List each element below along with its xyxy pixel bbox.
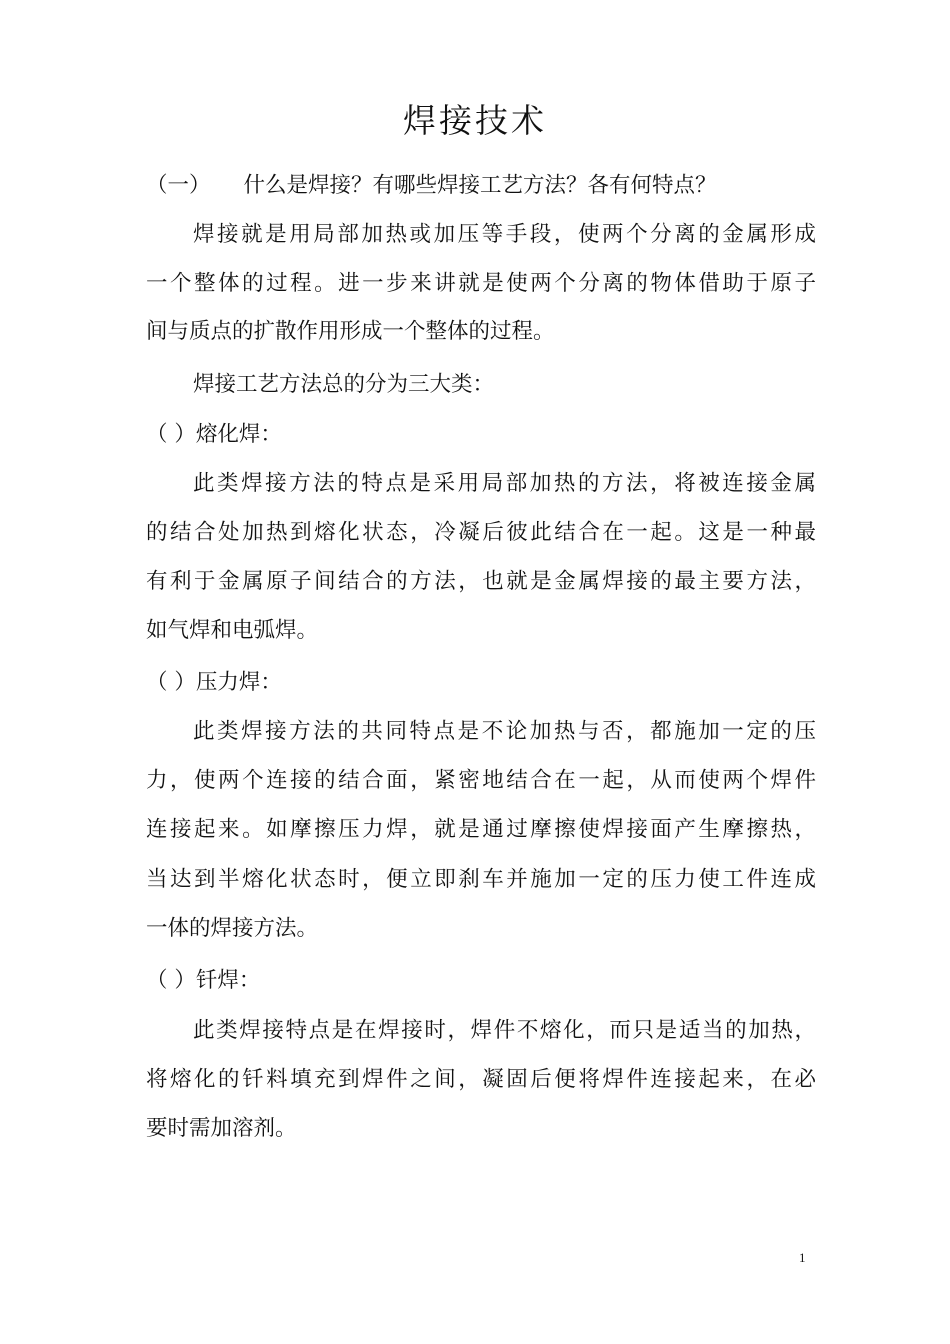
paragraph-line: 间与质点的扩散作用形成一个整体的过程。 bbox=[146, 319, 555, 344]
section-marker: （ ） bbox=[146, 422, 196, 447]
paragraph-line: 连接起来。如摩擦压力焊，就是通过摩擦使焊接面产生摩擦热， bbox=[146, 817, 816, 842]
paragraph-line: 一个整体的过程。进一步来讲就是使两个分离的物体借助于原子 bbox=[146, 271, 816, 296]
paragraph-line: 焊接就是用局部加热或加压等手段，使两个分离的金属形成 bbox=[193, 222, 816, 247]
paragraph-line: 要时需加溶剂。 bbox=[146, 1116, 297, 1141]
classification-line: 焊接工艺方法总的分为三大类： bbox=[193, 372, 495, 397]
section-name: 熔化焊： bbox=[195, 422, 282, 447]
section-heading bbox=[146, 667, 816, 699]
paragraph-line: 一体的焊接方法。 bbox=[146, 916, 319, 941]
paragraph-line: 此类焊接方法的共同特点是不论加热与否，都施加一定的压 bbox=[193, 719, 816, 744]
section-heading bbox=[146, 965, 816, 997]
section-marker: （ ） bbox=[146, 670, 196, 695]
paragraph-line: 的结合处加热到熔化状态，冷凝后彼此结合在一起。这是一种最 bbox=[146, 520, 816, 545]
paragraph-line: 有利于金属原子间结合的方法，也就是金属焊接的最主要方法， bbox=[146, 569, 816, 594]
paragraph-line: 力，使两个连接的结合面，紧密地结合在一起，从而使两个焊件 bbox=[146, 768, 816, 793]
page-number: 1 bbox=[799, 1250, 806, 1265]
question-number: （一） bbox=[146, 173, 211, 198]
question-heading bbox=[146, 170, 816, 202]
document-title: 焊接技术 bbox=[403, 101, 547, 140]
section-marker: （ ） bbox=[146, 968, 196, 993]
paragraph-line: 此类焊接方法的特点是采用局部加热的方法，将被连接金属 bbox=[193, 471, 816, 496]
section-name: 钎焊： bbox=[195, 968, 261, 993]
paragraph-line: 如气焊和电弧焊。 bbox=[146, 618, 319, 643]
paragraph-line: 将熔化的钎料填充到焊件之间，凝固后便将焊件连接起来，在必 bbox=[146, 1067, 816, 1092]
section-heading bbox=[146, 419, 816, 451]
paragraph-line: 当达到半熔化状态时，便立即刹车并施加一定的压力使工件连成 bbox=[146, 867, 816, 892]
question-text: 什么是焊接？有哪些焊接工艺方法？各有何特点？ bbox=[243, 173, 717, 198]
section-name: 压力焊： bbox=[195, 670, 282, 695]
paragraph-line: 此类焊接特点是在焊接时，焊件不熔化，而只是适当的加热， bbox=[193, 1018, 816, 1043]
